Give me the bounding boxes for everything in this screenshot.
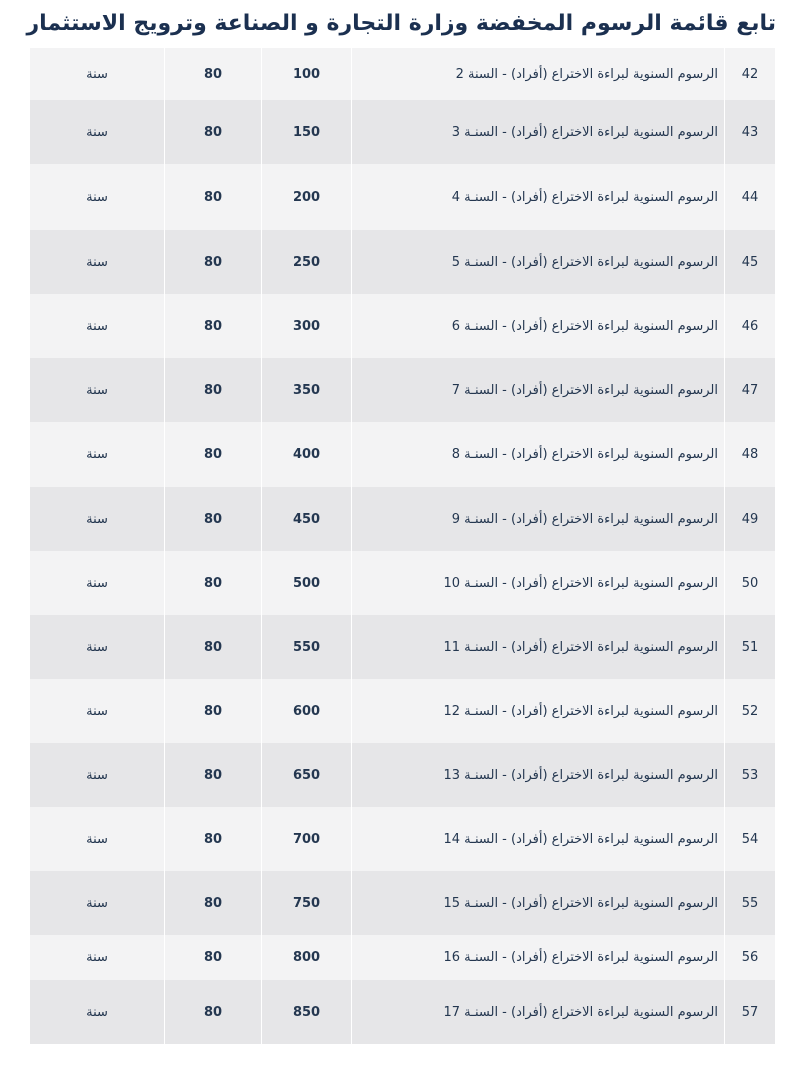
row-number: 54: [724, 807, 775, 871]
fee-description: الرسوم السنوية لبراءة الاختراع (أفراد) - السنـة 5: [351, 230, 724, 294]
discounted-amount: 80: [164, 615, 261, 679]
discounted-amount: 80: [164, 743, 261, 807]
discounted-amount: 80: [164, 935, 261, 980]
fee-amount: 400: [261, 422, 351, 487]
fee-description: الرسوم السنوية لبراءة الاختراع (أفراد) - السنـة 9: [351, 487, 724, 551]
row-number: 49: [724, 487, 775, 551]
discounted-amount: 80: [164, 679, 261, 743]
discounted-amount: 80: [164, 48, 261, 100]
table-row: [30, 615, 775, 679]
fee-unit: سنة: [86, 831, 108, 847]
discounted-amount: 80: [164, 980, 261, 1044]
fee-amount: 250: [261, 230, 351, 294]
page-title: تابع قائمة الرسوم المخفضة وزارة التجارة و الصناعة وترويج الاستثمار: [26, 11, 776, 36]
row-number: 53: [724, 743, 775, 807]
discounted-amount: 80: [164, 294, 261, 358]
fee-unit: سنة: [86, 703, 108, 719]
discounted-amount: 80: [164, 871, 261, 935]
table-row: [30, 422, 775, 487]
fee-amount: 700: [261, 807, 351, 871]
row-number: 44: [724, 164, 775, 230]
fee-description: الرسوم السنوية لبراءة الاختراع (أفراد) - السنـة 7: [351, 358, 724, 422]
fee-description: الرسوم السنوية لبراءة الاختراع (أفراد) - السنـة 10: [351, 551, 724, 615]
fee-description: الرسوم السنوية لبراءة الاختراع (أفراد) - السنـة 4: [351, 164, 724, 230]
row-number: 46: [724, 294, 775, 358]
table-row: [30, 487, 775, 551]
fee-unit: سنة: [86, 254, 108, 270]
fee-unit: سنة: [86, 511, 108, 527]
fee-unit: سنة: [86, 950, 108, 965]
fee-unit: سنة: [86, 124, 108, 140]
fee-amount: 450: [261, 487, 351, 551]
row-number: 57: [724, 980, 775, 1044]
fee-amount: 550: [261, 615, 351, 679]
fee-description: الرسوم السنوية لبراءة الاختراع (أفراد) - السنـة 16: [351, 935, 724, 980]
fee-amount: 800: [261, 935, 351, 980]
row-number: 56: [724, 935, 775, 980]
fee-description: الرسوم السنوية لبراءة الاختراع (أفراد) - السنة 2: [351, 48, 724, 100]
fee-unit: سنة: [86, 447, 108, 462]
table-row: [30, 551, 775, 615]
table-row: [30, 807, 775, 871]
table-row: [30, 743, 775, 807]
fee-description: الرسوم السنوية لبراءة الاختراع (أفراد) - السنـة 17: [351, 980, 724, 1044]
fees-table: [30, 48, 775, 1044]
table-row: [30, 679, 775, 743]
table-row: [30, 871, 775, 935]
fee-description: الرسوم السنوية لبراءة الاختراع (أفراد) - السنـة 14: [351, 807, 724, 871]
fee-unit: سنة: [86, 318, 108, 334]
fee-description: الرسوم السنوية لبراءة الاختراع (أفراد) - السنـة 12: [351, 679, 724, 743]
table-row: [30, 358, 775, 422]
row-number: 43: [724, 100, 775, 164]
discounted-amount: 80: [164, 807, 261, 871]
table-row: [30, 935, 775, 980]
row-number: 51: [724, 615, 775, 679]
discounted-amount: 80: [164, 230, 261, 294]
discounted-amount: 80: [164, 164, 261, 230]
table-row: [30, 294, 775, 358]
fee-amount: 150: [261, 100, 351, 164]
row-number: 50: [724, 551, 775, 615]
fee-amount: 850: [261, 980, 351, 1044]
table-row: [30, 164, 775, 230]
row-number: 52: [724, 679, 775, 743]
fee-description: الرسوم السنوية لبراءة الاختراع (أفراد) - السنـة 13: [351, 743, 724, 807]
fee-amount: 650: [261, 743, 351, 807]
fee-amount: 200: [261, 164, 351, 230]
fee-unit: سنة: [86, 66, 108, 82]
fee-amount: 350: [261, 358, 351, 422]
fee-unit: سنة: [86, 767, 108, 783]
row-number: 55: [724, 871, 775, 935]
fee-description: الرسوم السنوية لبراءة الاختراع (أفراد) - السنـة 11: [351, 615, 724, 679]
fee-amount: 500: [261, 551, 351, 615]
fee-unit: سنة: [86, 575, 108, 591]
table-row: [30, 230, 775, 294]
fee-unit: سنة: [86, 1004, 108, 1020]
table-row: [30, 100, 775, 164]
fee-amount: 750: [261, 871, 351, 935]
fee-amount: 300: [261, 294, 351, 358]
fee-unit: سنة: [86, 189, 108, 205]
fee-unit: سنة: [86, 639, 108, 655]
fee-description: الرسوم السنوية لبراءة الاختراع (أفراد) - السنـة 15: [351, 871, 724, 935]
row-number: 48: [724, 422, 775, 487]
fee-description: الرسوم السنوية لبراءة الاختراع (أفراد) - السنـة 3: [351, 100, 724, 164]
fee-description: الرسوم السنوية لبراءة الاختراع (أفراد) - السنـة 6: [351, 294, 724, 358]
table-row: [30, 48, 775, 100]
fee-description: الرسوم السنوية لبراءة الاختراع (أفراد) - السنـة 8: [351, 422, 724, 487]
fee-amount: 600: [261, 679, 351, 743]
discounted-amount: 80: [164, 551, 261, 615]
discounted-amount: 80: [164, 487, 261, 551]
row-number: 45: [724, 230, 775, 294]
discounted-amount: 80: [164, 100, 261, 164]
fee-amount: 100: [261, 48, 351, 100]
discounted-amount: 80: [164, 358, 261, 422]
fee-unit: سنة: [86, 382, 108, 398]
row-number: 42: [724, 48, 775, 100]
table-row: [30, 980, 775, 1044]
discounted-amount: 80: [164, 422, 261, 487]
fee-unit: سنة: [86, 895, 108, 911]
row-number: 47: [724, 358, 775, 422]
